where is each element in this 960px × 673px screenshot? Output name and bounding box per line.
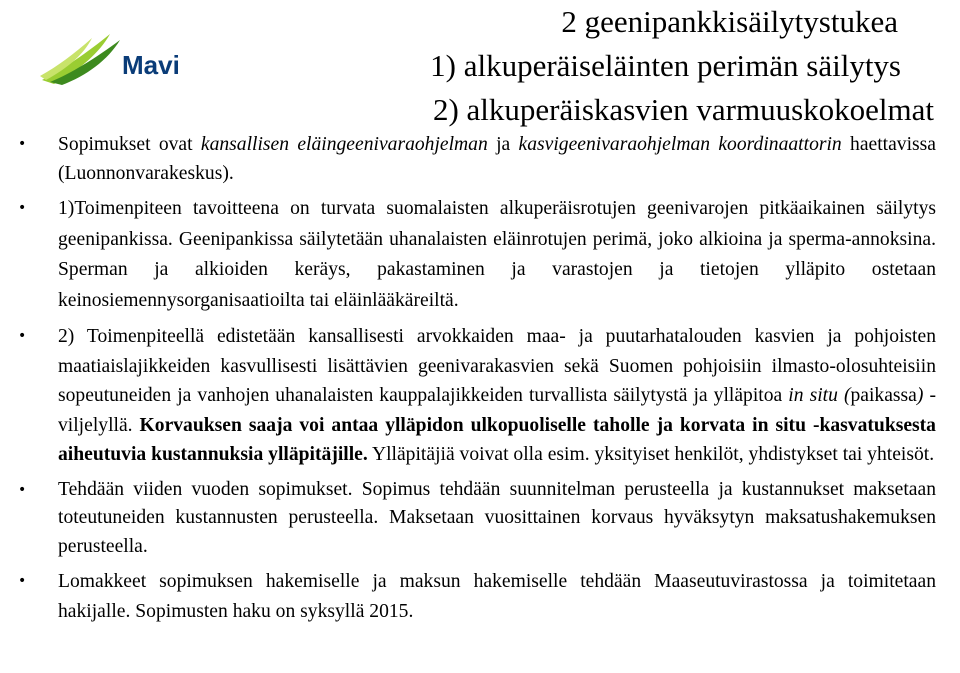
title-line-3: 2) alkuperäiskasvien varmuuskokoelmat xyxy=(432,92,934,127)
list-item xyxy=(18,476,936,562)
bullet-text: 2) Toimenpiteellä edistetään kansallisesti arvokkaiden maa- ja puutarhatalouden kasvien ja pohjoisten maatiaislajikkeiden kasvullisesti lisättävien geenivarakasvien sekä Suomen pohjoisiin ilmasto-olosuhteisiin sopeutuneiden ja vanhojen uhanalaisten kauppalajikkeiden turvallista säilytystä ja ylläpitoa in situ (paikassa) -viljelyllä. Korvauksen saaja voi antaa ylläpidon ulkopuoliselle taholle ja korvata in situ -kasvatuksesta aiheutuvia kustannuksia ylläpitäjille. Ylläpitäjiä voivat olla esim. yksityiset henkilöt, yhdistykset tai yhteisöt. xyxy=(58,326,936,466)
list-item xyxy=(18,567,936,625)
bullet-icon: • xyxy=(18,328,27,345)
list-item xyxy=(18,130,936,188)
bullet-text: Tehdään viiden vuoden sopimukset. Sopimus tehdään suunnitelman perusteella ja kustannukset maksetaan toteutuneiden kustannusten perusteella. Maksetaan vuosittainen korvaus hyväksytyn maksatushakemuksen perusteella. xyxy=(58,478,936,557)
bullet-text: Lomakkeet sopimuksen hakemiselle ja maksun hakemiselle tehdään Maaseutuvirastossa ja toimitetaan hakijalle. Sopimusten haku on syksyllä 2015. xyxy=(58,571,936,622)
bullet-list xyxy=(18,130,936,632)
list-item xyxy=(18,194,936,316)
bullet-text: 1)Toimenpiteen tavoitteena on turvata suomalaisten alkuperäisrotujen geenivarojen pitkäaikainen säilytys geenipankissa. Geenipankissa säilytetään uhanalaisten eläinrotujen perimä, joko alkioina ja sperma-annoksina. Sperman ja alkioiden keräys, pakastaminen ja varastojen ja tietojen ylläpito ostetaan keinosiemennysorganisaatioilta tai eläinlääkäreiltä. xyxy=(58,198,936,311)
title-line-2: 1) alkuperäiseläinten perimän säilytys xyxy=(430,48,901,83)
logo-wordmark: Mavi xyxy=(122,50,180,80)
bullet-icon: • xyxy=(18,481,27,498)
leaf-logo-icon xyxy=(40,30,124,86)
list-item xyxy=(18,322,936,470)
bullet-icon: • xyxy=(18,136,27,152)
bullet-icon: • xyxy=(18,573,27,590)
mavi-logo xyxy=(40,30,200,86)
bullet-text: Sopimukset ovat kansallisen eläingeenivaraohjelman ja kasvigeenivaraohjelman koordinaattorin haettavissa (Luonnonvarakeskus). xyxy=(58,134,936,185)
title-line-1: 2 geenipankkisäilytystukea xyxy=(561,4,898,39)
slide-title xyxy=(430,0,934,132)
bullet-icon: • xyxy=(18,200,27,217)
